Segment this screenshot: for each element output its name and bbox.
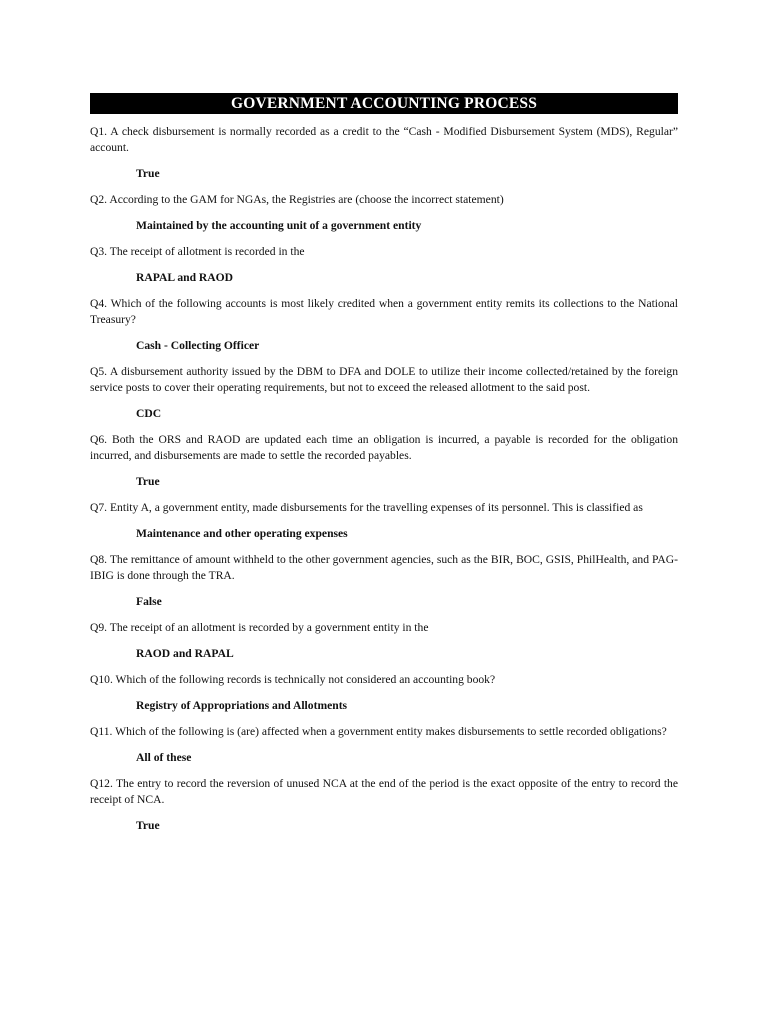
question-text: Q10. Which of the following records is technically not considered an accounting book? [90, 673, 496, 686]
answer-text: Registry of Appropriations and Allotments [136, 699, 348, 712]
qa-item-3 [90, 244, 678, 286]
question-text: Q11. Which of the following is (are) affected when a government entity makes disbursements to settle recorded obligations? [90, 725, 667, 738]
qa-item-9 [90, 620, 678, 662]
question-text: Q6. Both the ORS and RAOD are updated each time an obligation is incurred, a payable is recorded for the obligation incurred, and disbursements are made to settle the recorded payables. [90, 433, 678, 462]
qa-item-2 [90, 192, 678, 234]
answer-text: True [136, 475, 160, 488]
qa-item-11 [90, 724, 678, 766]
qa-item-5 [90, 364, 678, 422]
qa-item-6 [90, 432, 678, 490]
answer-text: RAPAL and RAOD [136, 271, 234, 284]
qa-item-4 [90, 296, 678, 354]
qa-item-8 [90, 552, 678, 610]
question-text: Q4. Which of the following accounts is most likely credited when a government entity remits its collections to the National Treasury? [90, 297, 678, 326]
question-text: Q12. The entry to record the reversion of unused NCA at the end of the period is the exact opposite of the entry to record the receipt of NCA. [90, 777, 678, 806]
question-text: Q3. The receipt of allotment is recorded in the [90, 245, 305, 258]
qa-item-10 [90, 672, 678, 714]
qa-item-7 [90, 500, 678, 542]
answer-text: True [136, 167, 160, 180]
page-title: GOVERNMENT ACCOUNTING PROCESS [90, 93, 678, 114]
answer-text: RAOD and RAPAL [136, 647, 234, 660]
qa-item-1 [90, 124, 678, 182]
document-page [90, 93, 678, 834]
answer-text: Maintenance and other operating expenses [136, 527, 348, 540]
answer-text: All of these [136, 751, 192, 764]
question-text: Q5. A disbursement authority issued by the DBM to DFA and DOLE to utilize their income collected/retained by the foreign service posts to cover their operating requirements, but not to exceed the released allotment to the said post. [90, 365, 678, 394]
answer-text: CDC [136, 407, 162, 420]
qa-item-12 [90, 776, 678, 834]
question-text: Q1. A check disbursement is normally recorded as a credit to the “Cash - Modified Disbursement System (MDS), Regular” account. [90, 125, 678, 154]
question-text: Q7. Entity A, a government entity, made disbursements for the travelling expenses of its personnel. This is classified as [90, 501, 643, 514]
question-text: Q8. The remittance of amount withheld to the other government agencies, such as the BIR, BOC, GSIS, PhilHealth, and PAG-IBIG is done through the TRA. [90, 553, 678, 582]
answer-text: True [136, 819, 160, 832]
answer-text: False [136, 595, 162, 608]
question-text: Q9. The receipt of an allotment is recorded by a government entity in the [90, 621, 429, 634]
answer-text: Cash - Collecting Officer [136, 339, 260, 352]
answer-text: Maintained by the accounting unit of a government entity [136, 219, 422, 232]
question-text: Q2. According to the GAM for NGAs, the Registries are (choose the incorrect statement) [90, 193, 504, 206]
